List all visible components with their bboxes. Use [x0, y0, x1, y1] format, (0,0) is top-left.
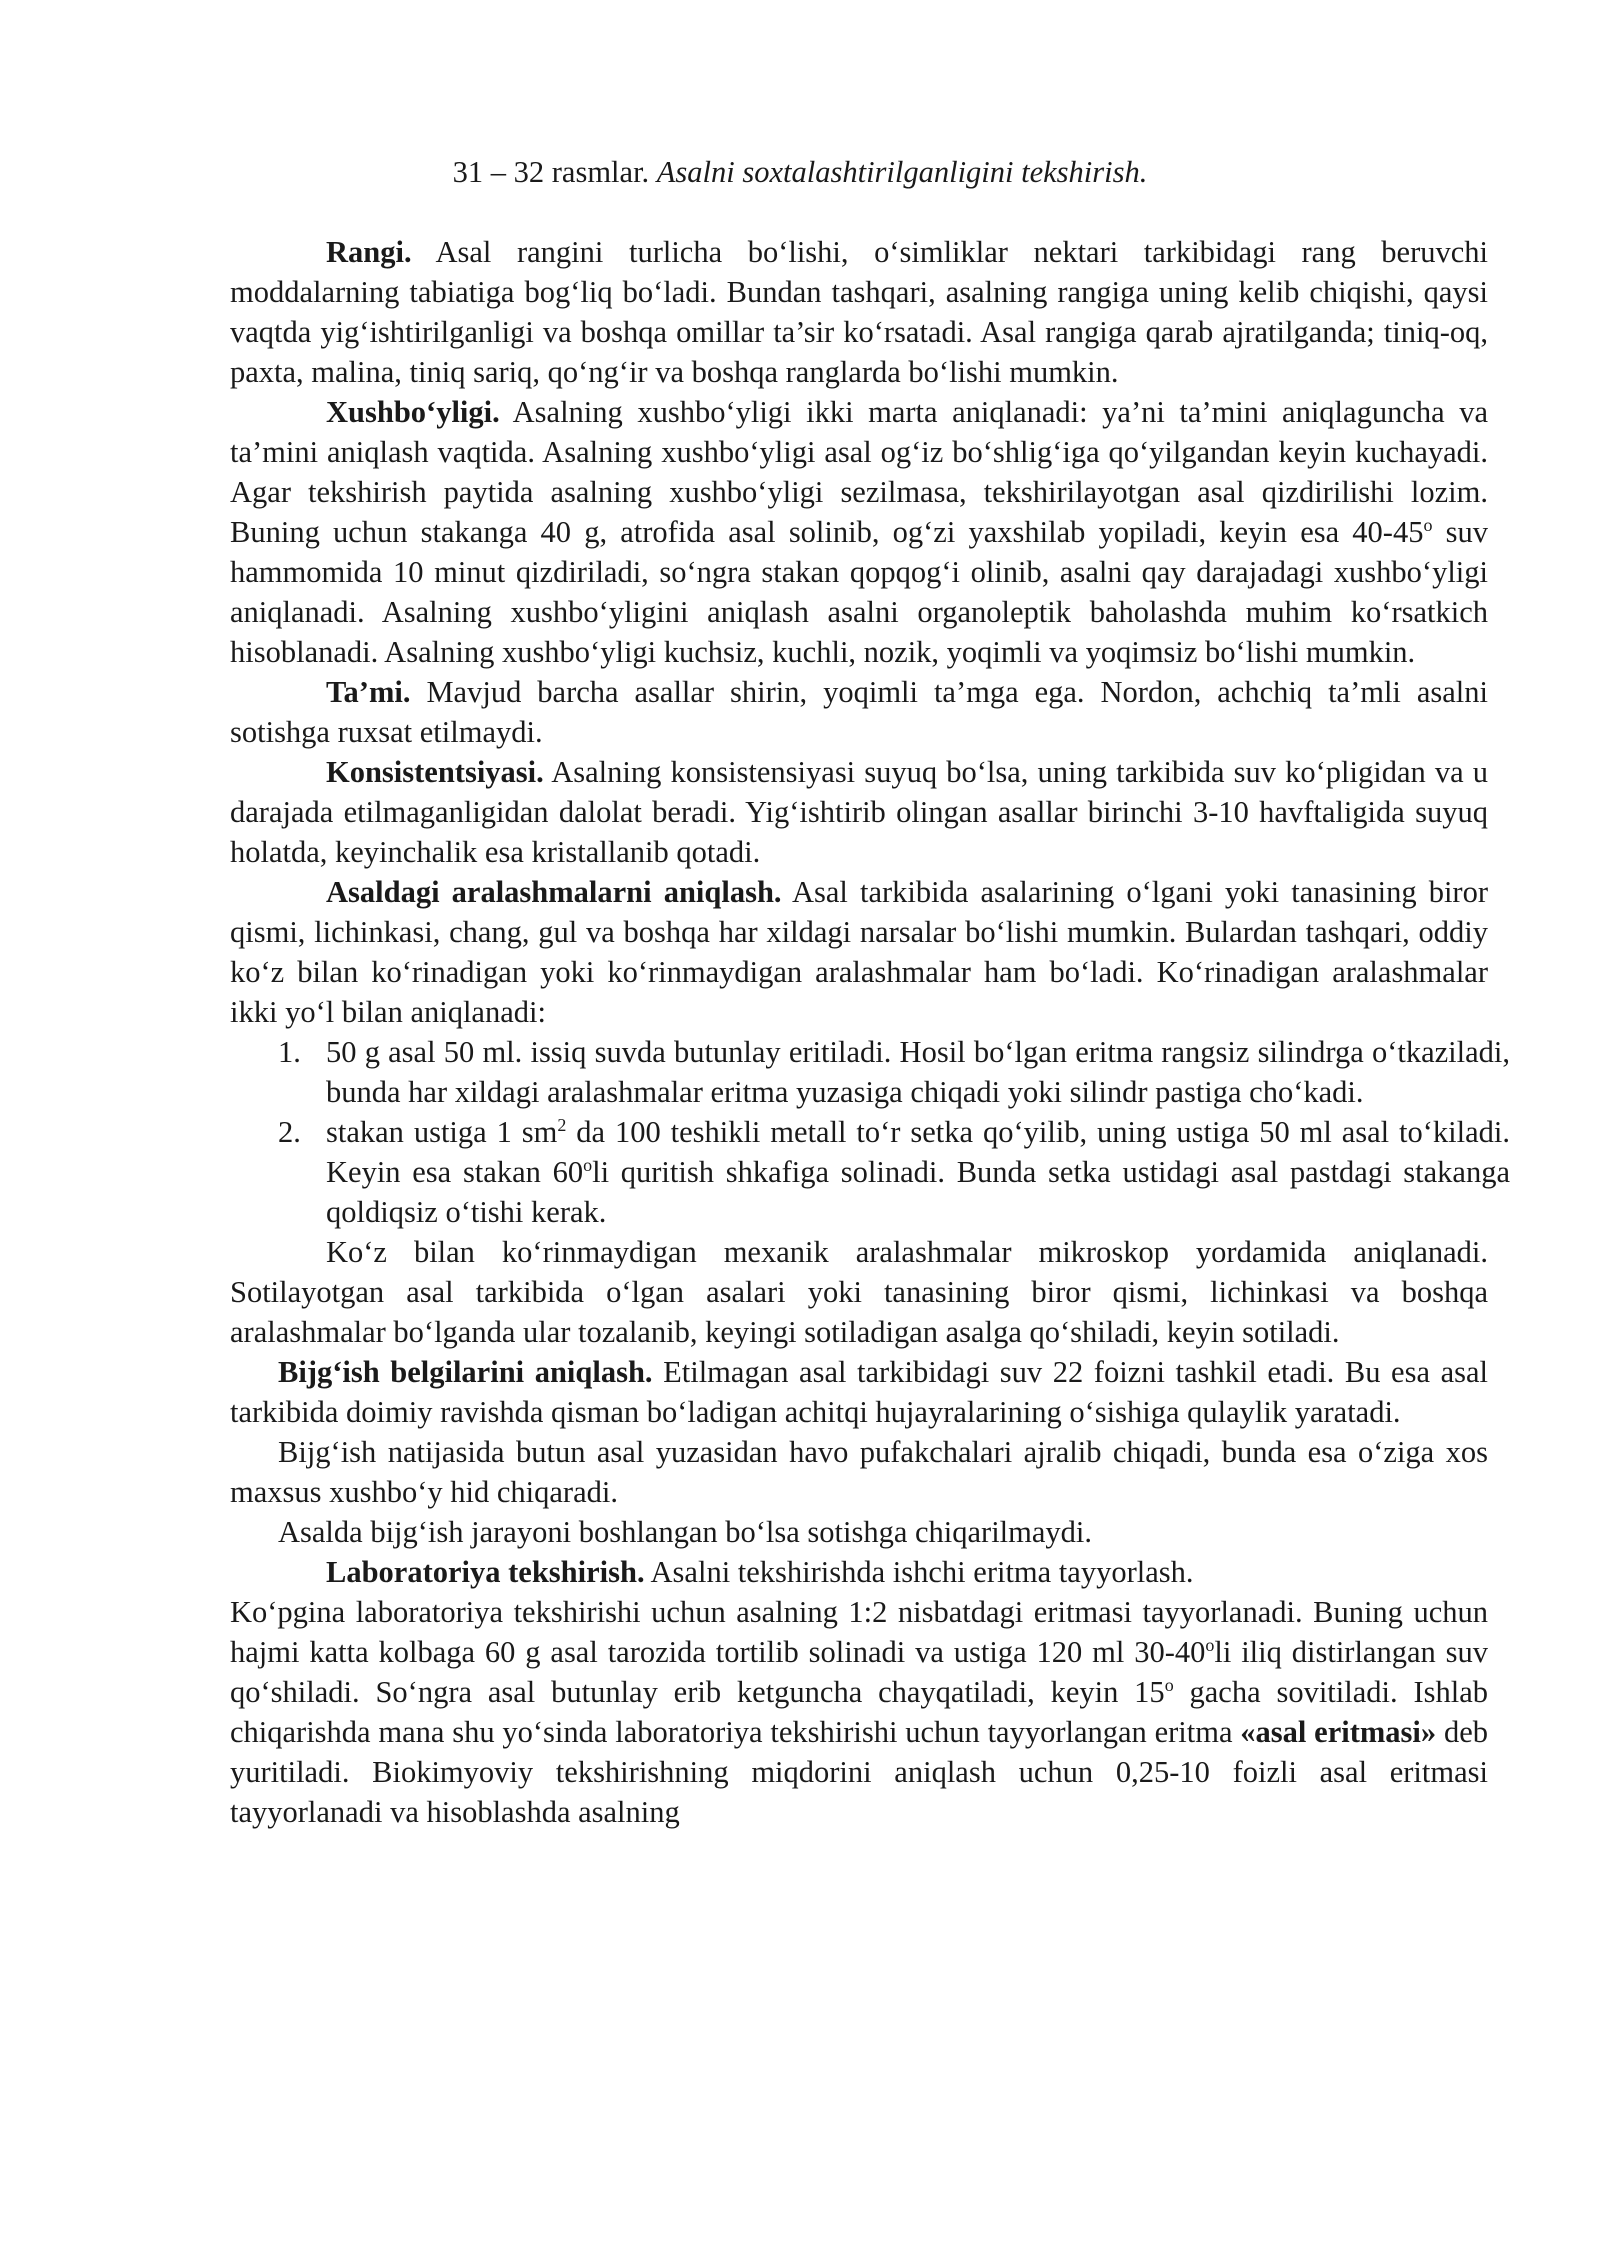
- paragraph-aralashmalar: [230, 872, 1488, 1032]
- list-item: [230, 1112, 1510, 1232]
- degree-superscript: o: [1423, 514, 1433, 535]
- paragraph-eritma: [230, 1592, 1488, 1832]
- paragraph-bijgish: [230, 1352, 1488, 1432]
- paragraph-rangi: [230, 232, 1488, 392]
- heading-rangi: Rangi.: [326, 235, 412, 269]
- degree-superscript: o: [1205, 1634, 1215, 1655]
- list-item-text-c: li quritish shkafiga solinadi. Bunda setka ustidagi asal pastdagi stakanga qoldiqsiz o‘tishi kerak.: [326, 1155, 1510, 1229]
- text-laboratoriya: Asalni tekshirishda ishchi eritma tayyorlash.: [650, 1555, 1194, 1589]
- term-asal-eritmasi: «asal eritmasi»: [1240, 1715, 1437, 1749]
- text-xushboyligi-b: suv hammomida 10 minut qizdiriladi, so‘ngra stakan qopqog‘i olinib, asalni qay darajadagi xushbo‘yligi aniqlanadi. Asalning xushbo‘yligini aniqlash asalni organoleptik baholashda muhim ko‘rsatkich hisoblanadi. Asalning xushbo‘yligi kuchsiz, kuchli, nozik, yoqimli va yoqimsiz bo‘lishi mumkin.: [230, 515, 1488, 669]
- list-item-text-a: stakan ustiga 1 sm: [326, 1115, 558, 1149]
- list-item-text-b: da 100 teshikli metall to‘r setka qo‘yilib, uning ustiga 50 ml asal to‘kiladi. Keyin esa stakan 60: [326, 1115, 1510, 1189]
- text-konsistentsiyasi: Asalning konsistensiyasi suyuq bo‘lsa, uning tarkibida suv ko‘pligidan va u darajada etilmaganligidan dalolat beradi. Yig‘ishtirib olingan asallar birinchi 3-10 havftaligida suyuq holatda, keyinchalik esa kristallanib qotadi.: [230, 755, 1488, 869]
- caption-prefix: 31 – 32 rasmlar.: [452, 155, 650, 189]
- text-xushboyligi-a: Asalning xushbo‘yligi ikki marta aniqlanadi: ya’ni ta’mini aniqlaguncha va ta’mini aniqlash vaqtida. Asalning xushbo‘yligi asal og‘iz bo‘shlig‘iga qo‘yilgandan keyin kuchayadi. Agar tekshirish paytida asalning xushbo‘yligi sezilmasa, tekshirilayotgan asal qizdirilishi lozim. Buning uchun stakanga 40 g, atrofida asal solinib, og‘zi yaxshilab yopiladi, keyin esa 40-45: [230, 395, 1488, 549]
- list-item-text: 50 g asal 50 ml. issiq suvda butunlay eritiladi. Hosil bo‘lgan eritma rangsiz silindrga o‘tkaziladi, bunda har xildagi aralashmalar eritma yuzasiga chiqadi yoki silindr pastiga cho‘kadi.: [326, 1035, 1510, 1109]
- degree-superscript: o: [583, 1154, 593, 1175]
- list-item: [230, 1032, 1510, 1112]
- paragraph-xushboyligi: [230, 392, 1488, 672]
- figure-caption: [0, 152, 1600, 192]
- text-aralashmalar: Asal tarkibida asalarining o‘lgani yoki tanasining biror qismi, lichinkasi, chang, gul va boshqa har xildagi narsalar bo‘lishi mumkin. Bulardan tashqari, oddiy ko‘z bilan ko‘rinadigan yoki ko‘rinmaydigan aralashmalar ham bo‘ladi. Ko‘rinadigan aralashmalar ikki yo‘l bilan aniqlanadi:: [230, 875, 1488, 1029]
- heading-konsistentsiyasi: Konsistentsiyasi.: [326, 755, 544, 789]
- text-eritma-b: li iliq distirlangan suv qo‘shiladi. So‘ngra asal butunlay erib ketguncha chayqatiladi, keyin 15: [230, 1635, 1488, 1709]
- numbered-list: [230, 1032, 1510, 1232]
- text-eritma-d: deb yuritiladi. Biokimyoviy tekshirishning miqdorini aniqlash uchun 0,25-10 foizli asal eritmasi tayyorlanadi va hisoblashda asalning: [230, 1715, 1488, 1829]
- heading-aralashmalar: Asaldagi aralashmalarni aniqlash.: [326, 875, 782, 909]
- text-bijgish: Etilmagan asal tarkibidagi suv 22 foizni tashkil etadi. Bu esa asal tarkibida doimiy ravishda qisman bo‘ladigan achitqi hujayralarining o‘sishiga qulaylik yaratadi.: [230, 1355, 1488, 1429]
- body-text: [230, 232, 1510, 1832]
- list-number: 2.: [278, 1115, 301, 1149]
- degree-superscript: o: [1164, 1674, 1174, 1695]
- heading-xushboyligi: Xushbo‘yligi.: [326, 395, 500, 429]
- paragraph-laboratoriya: [230, 1552, 1488, 1592]
- text-rangi: Asal rangini turlicha bo‘lishi, o‘simliklar nektari tarkibidagi rang beruvchi moddalarning tabiatiga bog‘liq bo‘ladi. Bundan tashqari, asalning rangiga uning kelib chiqishi, qaysi vaqtda yig‘ishtirilganligi va boshqa omillar ta’sir ko‘rsatadi. Asal rangiga qarab ajratilganda; tiniq-oq, paxta, malina, tiniq sariq, qo‘ng‘ir va boshqa ranglarda bo‘lishi mumkin.: [230, 235, 1488, 389]
- heading-laboratoriya: Laboratoriya tekshirish.: [326, 1555, 645, 1589]
- paragraph-mexanik: Ko‘z bilan ko‘rinmaydigan mexanik aralashmalar mikroskop yordamida aniqlanadi. Sotilayotgan asal tarkibida o‘lgan asalari yoki tanasining biror qismi, lichinkasi va boshqa aralashmalar bo‘lganda ular tozalanib, keyingi sotiladigan asalga qo‘shiladi, keyin sotiladi.: [230, 1235, 1488, 1349]
- text-eritma-a: Ko‘pgina laboratoriya tekshirishi uchun asalning 1:2 nisbatdagi eritmasi tayyorlanadi. Buning uchun hajmi katta kolbaga 60 g asal tarozida tortilib solinadi va ustiga 120 ml 30-40: [230, 1595, 1488, 1669]
- paragraph-bijgish-3: Asalda bijg‘ish jarayoni boshlangan bo‘lsa sotishga chiqarilmaydi.: [278, 1515, 1093, 1549]
- heading-tami: Ta’mi.: [326, 675, 411, 709]
- square-superscript: 2: [557, 1114, 567, 1135]
- paragraph-konsistentsiyasi: [230, 752, 1488, 872]
- text-eritma-c: gacha sovitiladi. Ishlab chiqarishda mana shu yo‘sinda laboratoriya tekshirishi uchun tayyorlangan eritma: [230, 1675, 1488, 1749]
- heading-bijgish: Bijg‘ish belgilarini aniqlash.: [278, 1355, 653, 1389]
- list-number: 1.: [278, 1035, 301, 1069]
- paragraph-bijgish-2: Bijg‘ish natijasida butun asal yuzasidan havo pufakchalari ajralib chiqadi, bunda esa o‘ziga xos maxsus xushbo‘y hid chiqaradi.: [230, 1435, 1488, 1509]
- caption-title: Asalni soxtalashtirilganligini tekshirish.: [656, 155, 1148, 189]
- text-tami: Mavjud barcha asallar shirin, yoqimli ta’mga ega. Nordon, achchiq ta’mli asalni sotishga ruxsat etilmaydi.: [230, 675, 1489, 749]
- paragraph-tami: [230, 672, 1488, 752]
